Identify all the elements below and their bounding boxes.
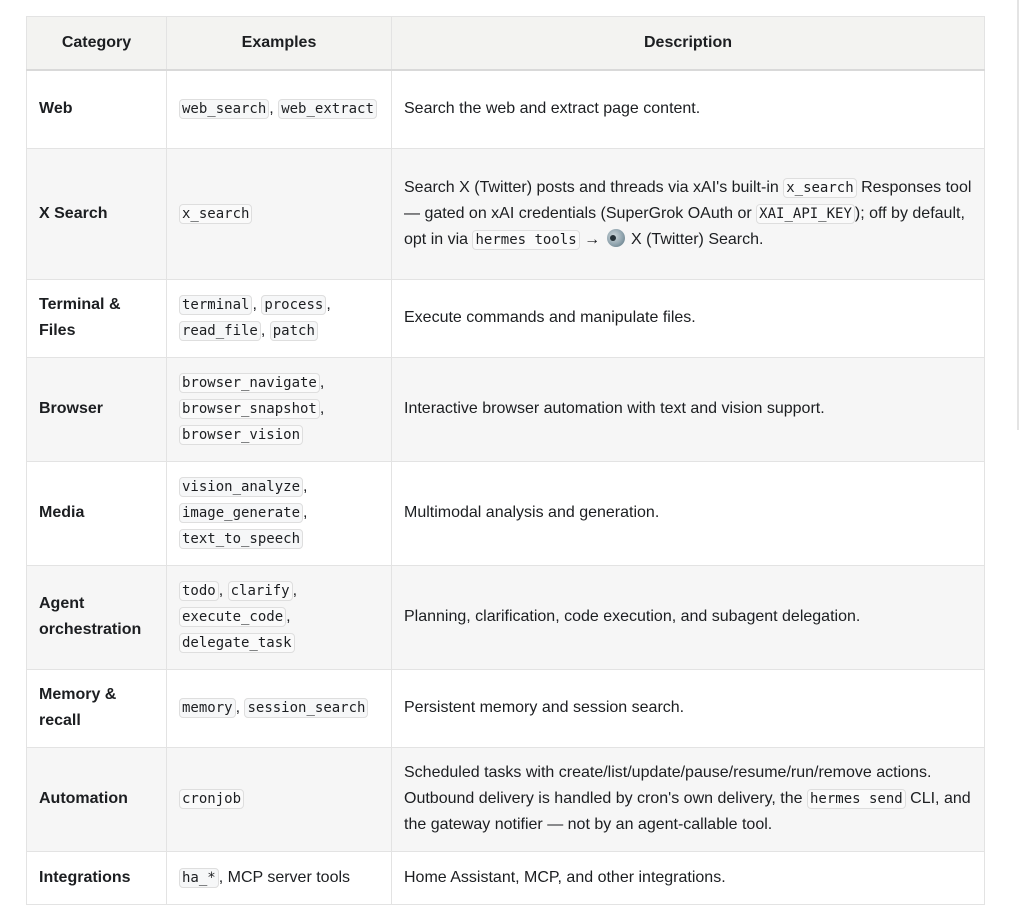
description-cell	[392, 148, 985, 279]
text-segment: Home Assistant, MCP, and other integrations.	[404, 868, 726, 886]
inline-code: browser_navigate	[179, 373, 320, 393]
text-segment: Scheduled tasks with create/list/update/pause/resume/run/remove actions. Outbound delivery is handled by cron's own delivery, the	[404, 764, 932, 807]
examples-cell	[167, 279, 392, 357]
examples-cell	[167, 148, 392, 279]
table-row	[27, 747, 985, 851]
tool-categories-table	[26, 16, 985, 905]
table-row	[27, 357, 985, 461]
text-segment: Search the web and extract page content.	[404, 100, 701, 118]
text-segment: , MCP server tools	[218, 868, 351, 886]
inline-code: memory	[179, 698, 236, 718]
inline-code: patch	[270, 321, 318, 341]
examples-cell	[167, 851, 392, 904]
inline-code: execute_code	[179, 607, 286, 627]
inline-code: browser_snapshot	[179, 399, 320, 419]
table-row	[27, 70, 985, 148]
category-cell: Media	[27, 461, 167, 565]
inline-code: ha_*	[179, 868, 219, 888]
category-cell: Agent orchestration	[27, 565, 167, 669]
table-header-row	[27, 17, 985, 71]
category-cell: Terminal & Files	[27, 279, 167, 357]
text-segment: ,	[235, 699, 245, 716]
text-segment: ,	[303, 478, 308, 495]
text-segment: ,	[319, 374, 325, 391]
inline-code: delegate_task	[179, 633, 295, 653]
description-cell	[392, 747, 985, 851]
text-segment: ); off by default, opt in via	[404, 204, 965, 248]
text-segment: Search X (Twitter) posts and threads via xAI's built-in	[404, 178, 784, 196]
inline-code: web_extract	[278, 99, 377, 119]
inline-code: todo	[179, 581, 219, 601]
text-segment: ,	[319, 400, 325, 417]
inline-code: image_generate	[179, 503, 303, 523]
inline-code: web_search	[179, 99, 269, 119]
examples-cell	[167, 357, 392, 461]
header-category: Category	[27, 17, 167, 71]
category-cell: Automation	[27, 747, 167, 851]
inline-code: x_search	[179, 204, 252, 224]
description-cell	[392, 70, 985, 148]
inline-code: cronjob	[179, 789, 244, 809]
inline-code: read_file	[179, 321, 261, 341]
inline-code: session_search	[244, 698, 368, 718]
inline-code: process	[261, 295, 326, 315]
text-segment: Responses tool — gated on xAI credentials (SuperGrok OAuth or	[404, 178, 972, 222]
text-segment: ,	[303, 504, 308, 521]
text-segment: →	[579, 230, 605, 248]
description-cell	[392, 461, 985, 565]
table-row	[27, 279, 985, 357]
text-segment: ,	[326, 296, 331, 313]
text-segment: ,	[252, 296, 262, 313]
description-cell	[392, 851, 985, 904]
examples-cell	[167, 565, 392, 669]
description-cell	[392, 357, 985, 461]
category-cell: Memory & recall	[27, 669, 167, 747]
text-segment: ,	[269, 100, 279, 118]
table-row	[27, 565, 985, 669]
examples-cell	[167, 70, 392, 148]
description-cell	[392, 279, 985, 357]
category-cell: Integrations	[27, 851, 167, 904]
examples-cell	[167, 669, 392, 747]
table-row	[27, 851, 985, 904]
examples-cell	[167, 747, 392, 851]
category-cell: Web	[27, 70, 167, 148]
header-description: Description	[392, 17, 985, 71]
inline-code: hermes send	[807, 789, 906, 809]
inline-code: terminal	[179, 295, 252, 315]
text-segment: X (Twitter) Search.	[626, 230, 764, 248]
crystal-ball-icon	[607, 229, 625, 247]
inline-code: browser_vision	[179, 425, 303, 445]
examples-cell	[167, 461, 392, 565]
inline-code: XAI_API_KEY	[756, 204, 855, 224]
table-row	[27, 148, 985, 279]
table-row	[27, 461, 985, 565]
inline-code: hermes tools	[472, 230, 579, 250]
description-cell	[392, 565, 985, 669]
scrollbar-track[interactable]	[1017, 0, 1019, 430]
inline-code: x_search	[783, 178, 856, 198]
text-segment: Multimodal analysis and generation.	[404, 504, 660, 521]
text-segment: Execute commands and manipulate files.	[404, 309, 696, 326]
table-body	[27, 70, 985, 904]
text-segment: ,	[260, 322, 270, 339]
header-examples: Examples	[167, 17, 392, 71]
text-segment: Persistent memory and session search.	[404, 699, 685, 716]
text-segment: ,	[218, 582, 228, 599]
inline-code: clarify	[228, 581, 293, 601]
inline-code: text_to_speech	[179, 529, 303, 549]
text-segment: ,	[286, 608, 291, 625]
text-segment: CLI, and the gateway notifier — not by an agent-callable tool.	[404, 790, 971, 833]
description-cell	[392, 669, 985, 747]
inline-code: vision_analyze	[179, 477, 303, 497]
text-segment: Planning, clarification, code execution, and subagent delegation.	[404, 608, 861, 625]
category-cell: Browser	[27, 357, 167, 461]
text-segment: Interactive browser automation with text and vision support.	[404, 400, 825, 417]
table-row	[27, 669, 985, 747]
text-segment: ,	[292, 582, 298, 599]
category-cell: X Search	[27, 148, 167, 279]
